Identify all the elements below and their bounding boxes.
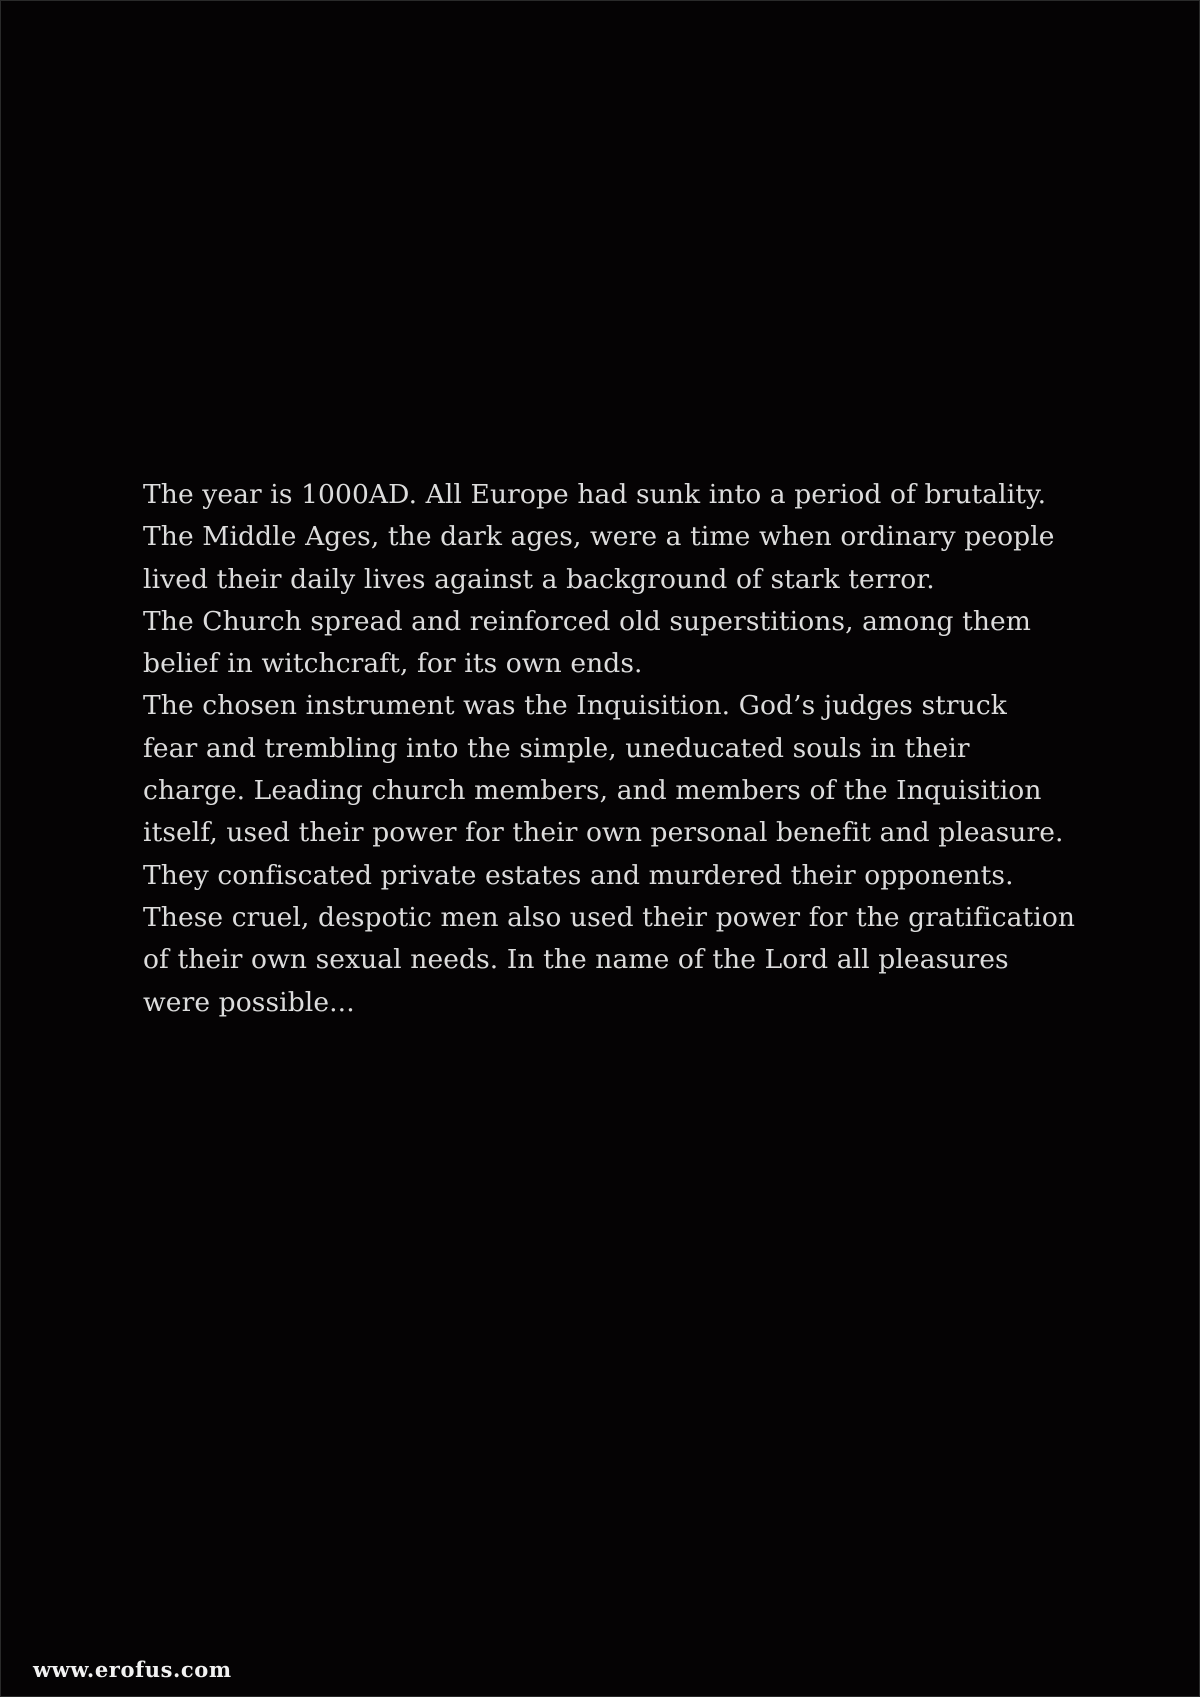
intro-line: The Middle Ages, the dark ages, were a time when ordinary people (143, 521, 1055, 553)
intro-line: itself, used their power for their own personal benefit and pleasure. (143, 817, 1064, 849)
intro-text (143, 474, 1103, 1024)
intro-line: belief in witchcraft, for its own ends. (143, 648, 643, 680)
intro-line: were possible... (143, 986, 355, 1018)
watermark-text: www.erofus.com (33, 1657, 232, 1682)
intro-line: They confiscated private estates and murdered their opponents. (143, 859, 1014, 891)
intro-line: lived their daily lives against a background of stark terror. (143, 563, 935, 595)
intro-line: of their own sexual needs. In the name of the Lord all pleasures (143, 944, 1009, 976)
intro-line: The year is 1000AD. All Europe had sunk into a period of brutality. (143, 479, 1047, 510)
intro-line: charge. Leading church members, and members of the Inquisition (143, 775, 1042, 807)
intro-line: The Church spread and reinforced old superstitions, among them (143, 605, 1032, 637)
intro-line: The chosen instrument was the Inquisition. God’s judges struck (143, 690, 1007, 722)
intro-line: These cruel, despotic men also used their power for the gratification (143, 901, 1076, 933)
intro-line: fear and trembling into the simple, uneducated souls in their (143, 732, 970, 764)
